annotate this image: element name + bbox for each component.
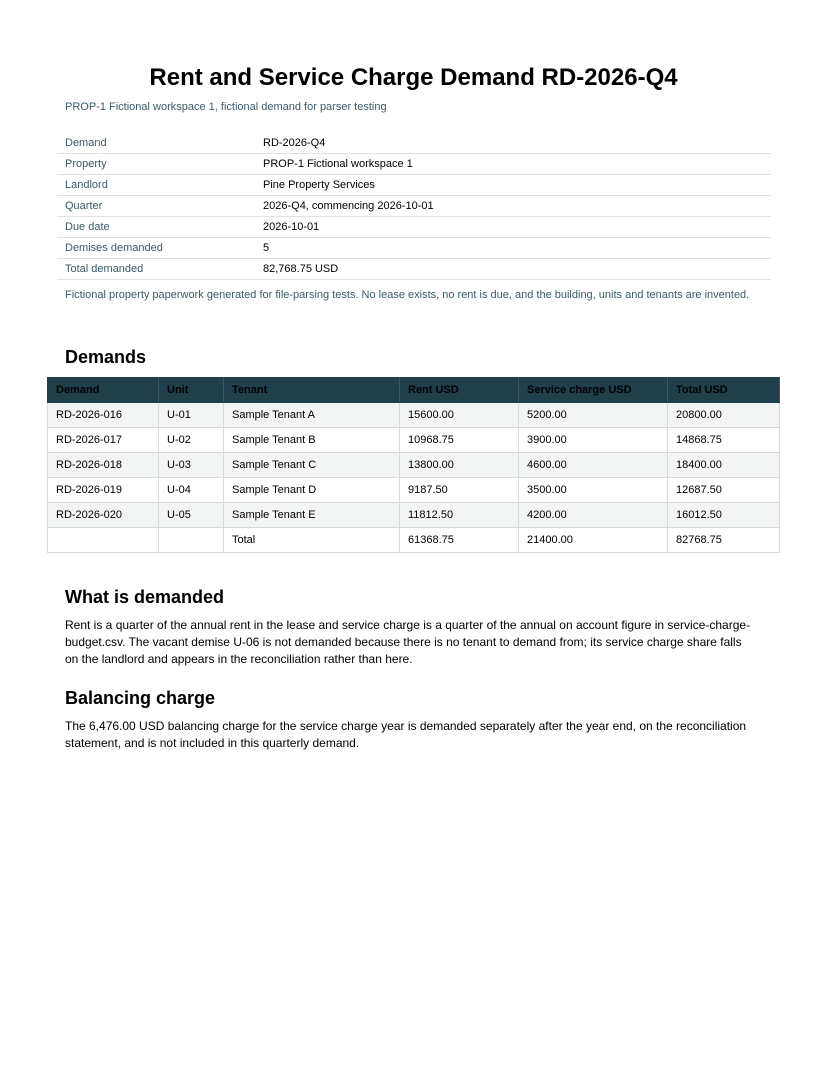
cell-unit: U-03 [159,453,224,478]
detail-label: Landlord [57,175,255,196]
cell-service-charge: 3900.00 [519,428,668,453]
detail-value: PROP-1 Fictional workspace 1 [255,154,771,175]
table-row [48,503,780,528]
detail-label: Due date [57,217,255,238]
cell-demand: RD-2026-018 [48,453,159,478]
cell-demand: RD-2026-020 [48,503,159,528]
cell-unit: U-02 [159,428,224,453]
cell-tenant: Sample Tenant A [224,403,400,428]
balancing-charge-heading: Balancing charge [65,688,216,708]
column-header: Unit [159,378,224,403]
column-header: Demand [48,378,159,403]
what-is-demanded-text: Rent is a quarter of the annual rent in the lease and service charge is a quarter of the annual on account figure in service-charge-budget.csv. The vacant demise U-06 is not demanded because there is no tenant to demand from; its service charge share falls on the landlord and appears in the reconciliation rather than here. [65,618,751,666]
page-subtitle: PROP-1 Fictional workspace 1, fictional demand for parser testing [65,101,387,113]
cell-demand: RD-2026-019 [48,478,159,503]
cell-rent: 15600.00 [400,403,519,428]
table-row [48,428,780,453]
detail-row-due-date [57,217,771,238]
cell-total: 12687.50 [668,478,780,503]
detail-label: Property [57,154,255,175]
cell-total: 16012.50 [668,503,780,528]
cell-service-charge: 4200.00 [519,503,668,528]
page-title: Rent and Service Charge Demand RD-2026-Q4 [149,64,678,91]
column-header: Tenant [224,378,400,403]
detail-label: Demand [57,133,255,154]
cell-tenant: Sample Tenant C [224,453,400,478]
cell-rent-total: 61368.75 [400,528,519,553]
detail-row-quarter [57,196,771,217]
cell-rent: 11812.50 [400,503,519,528]
table-row [48,403,780,428]
column-header: Rent USD [400,378,519,403]
table-row [48,478,780,503]
cell-tenant: Sample Tenant B [224,428,400,453]
cell-tenant: Sample Tenant D [224,478,400,503]
cell-service-charge: 5200.00 [519,403,668,428]
detail-value: RD-2026-Q4 [255,133,771,154]
detail-value: 2026-Q4, commencing 2026-10-01 [255,196,771,217]
demand-details-table [57,133,771,280]
cell-rent: 9187.50 [400,478,519,503]
detail-value: Pine Property Services [255,175,771,196]
cell-total: 18400.00 [668,453,780,478]
cell-total-label: Total [224,528,400,553]
cell-rent: 10968.75 [400,428,519,453]
detail-value: 5 [255,238,771,259]
detail-value: 82,768.75 USD [255,259,771,280]
table-header-row [48,378,780,403]
table-row [48,453,780,478]
column-header: Total USD [668,378,780,403]
column-header: Service charge USD [519,378,668,403]
detail-label: Quarter [57,196,255,217]
detail-row-landlord [57,175,771,196]
demands-heading: Demands [65,347,147,367]
cell-service-charge: 3500.00 [519,478,668,503]
balancing-charge-text: The 6,476.00 USD balancing charge for the service charge year is demanded separately after the year end, on the reconciliation statement, and is not included in this quarterly demand. [65,719,747,750]
cell-unit: U-05 [159,503,224,528]
detail-value: 2026-10-01 [255,217,771,238]
cell-total: 20800.00 [668,403,780,428]
cell-unit: U-04 [159,478,224,503]
what-is-demanded-heading: What is demanded [65,587,225,607]
detail-row-property [57,154,771,175]
cell-grand-total: 82768.75 [668,528,780,553]
detail-row-total [57,259,771,280]
cell-unit: U-01 [159,403,224,428]
cell-service-charge: 4600.00 [519,453,668,478]
cell-tenant: Sample Tenant E [224,503,400,528]
cell-demand: RD-2026-017 [48,428,159,453]
fictional-note: Fictional property paperwork generated for file-parsing tests. No lease exists, no rent is due, and the building, units and tenants are invented. [65,289,750,301]
cell-service-charge-total: 21400.00 [519,528,668,553]
detail-row-demises [57,238,771,259]
detail-label: Demises demanded [57,238,255,259]
cell-unit [159,528,224,553]
demands-table [47,377,780,553]
cell-demand: RD-2026-016 [48,403,159,428]
detail-label: Total demanded [57,259,255,280]
detail-row-demand [57,133,771,154]
cell-demand [48,528,159,553]
cell-total: 14868.75 [668,428,780,453]
cell-rent: 13800.00 [400,453,519,478]
table-total-row [48,528,780,553]
